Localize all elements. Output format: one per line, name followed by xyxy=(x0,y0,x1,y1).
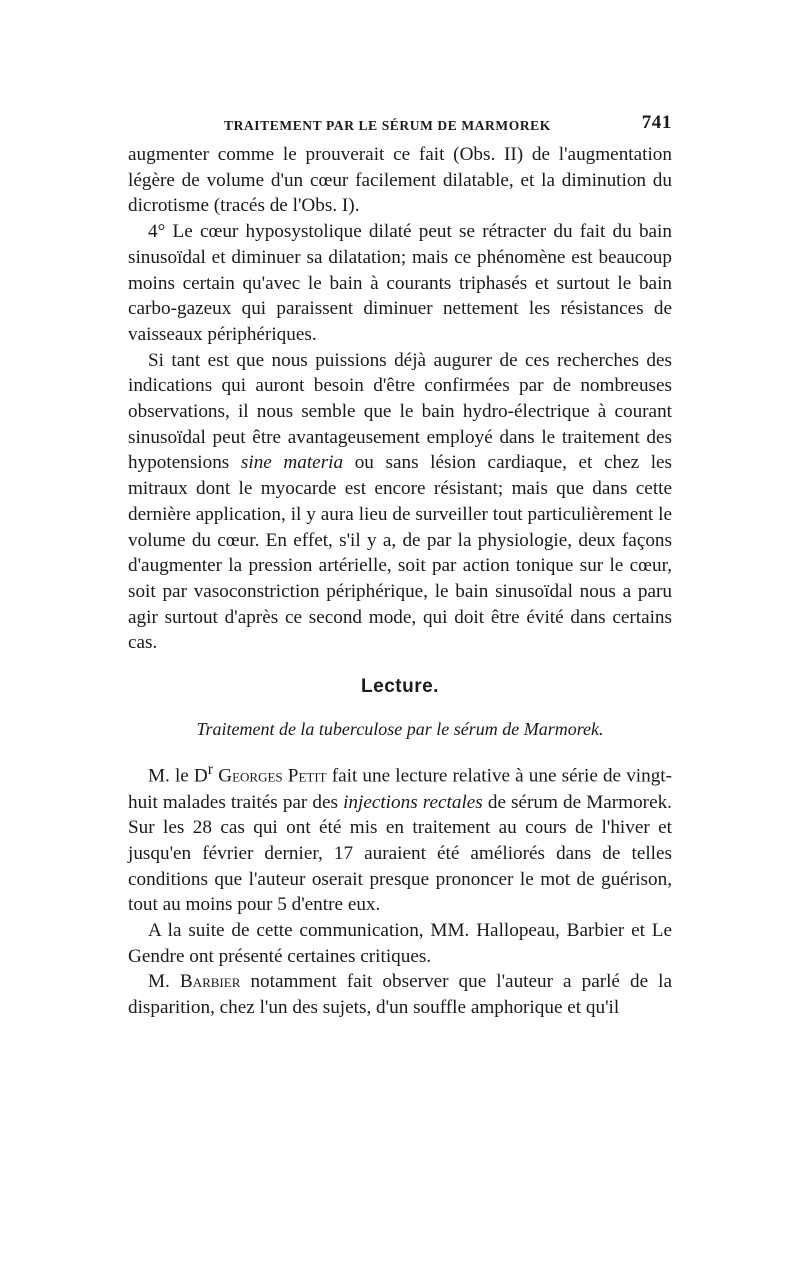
paragraph-5: A la suite de cette communication, MM. Hallopeau, Barbier et Le Gendre ont présenté certaines critiques. xyxy=(128,920,672,967)
paragraph-2: 4° Le cœur hyposystolique dilaté peut se rétracter du fait du bain sinusoïdal et diminuer sa dilatation; mais ce phénomène est beaucoup moins certain qu'avec le bain à courants triphasés et surtout le bain carbo-gazeux qui paraissent diminuer nettement les résistances de vaisseaux périphériques. xyxy=(128,221,672,345)
paragraph-4-superscript: r xyxy=(207,761,214,779)
paragraph-3-emphasis: sine materia xyxy=(240,452,344,474)
body-text xyxy=(128,142,672,1021)
paragraph-4-part-a: M. le D xyxy=(148,765,208,787)
paragraph-3-part-b: ou sans lésion cardiaque, et chez les mitraux dont le myocarde est encore résistant; mais que dans cette dernière application, il y aura lieu de surveiller tout particulièrement le volume du cœur. En effet, s'il y a, de par la physiologie, deux façons d'augmenter la pression artérielle, soit par action tonique sur le cœur, soit par vasoconstriction périphérique, le bain sinusoïdal nous a paru agir surtout d'après ce second mode, qui doit être évité dans certains cas. xyxy=(128,452,673,654)
subsection-heading: Traitement de la tuberculose par le sérum de Marmorek. xyxy=(196,718,604,739)
paragraph-4-emphasis: injections rectales xyxy=(343,791,483,813)
paragraph-6-part-b: notamment fait observer que l'auteur a parlé de la disparition, chez l'un des sujets, d'un souffle amphorique et qu'il xyxy=(128,971,672,1019)
running-header xyxy=(128,112,672,142)
paragraph-4-part-b: fait une lecture relative à une série de vingt-huit malades traités par des xyxy=(128,765,673,813)
running-title: TRAITEMENT PAR LE SÉRUM DE MARMOREK xyxy=(224,118,551,133)
author-name-barbier: Barbier xyxy=(179,971,241,993)
paragraph-6 xyxy=(128,969,672,1020)
paragraph-3-part-a: Si tant est que nous puissions déjà augurer de ces recherches des indications qui auront besoin d'être confirmées par de nombreuses observations, il nous semble que le bain hydro-électrique à courant sinusoïdal peut être avantageusement employé dans le traitement des hypotensions xyxy=(128,349,672,474)
paragraph-4 xyxy=(128,757,672,918)
paragraph-1: augmenter comme le prouverait ce fait (Obs. II) de l'augmentation légère de volume d'un cœur facilement dilatable, et la diminution du dicrotisme (tracés de l'Obs. I). xyxy=(128,144,672,217)
paragraph-4-part-c: de sérum de Marmorek. Sur les 28 cas qui ont été mis en traitement au cours de l'hiver et jusqu'en février dernier, 17 auraient été améliorés dans de telles conditions que l'auteur oserait presque prononcer le mot de guérison, tout au moins pour 5 d'entre eux. xyxy=(128,791,672,916)
page xyxy=(128,112,672,1021)
paragraph-3 xyxy=(128,348,672,656)
paragraph-6-part-a: M. xyxy=(148,971,170,993)
page-number: 741 xyxy=(641,112,672,133)
section-heading: Lecture. xyxy=(361,676,439,698)
author-name-petit: Georges Petit xyxy=(218,765,327,787)
